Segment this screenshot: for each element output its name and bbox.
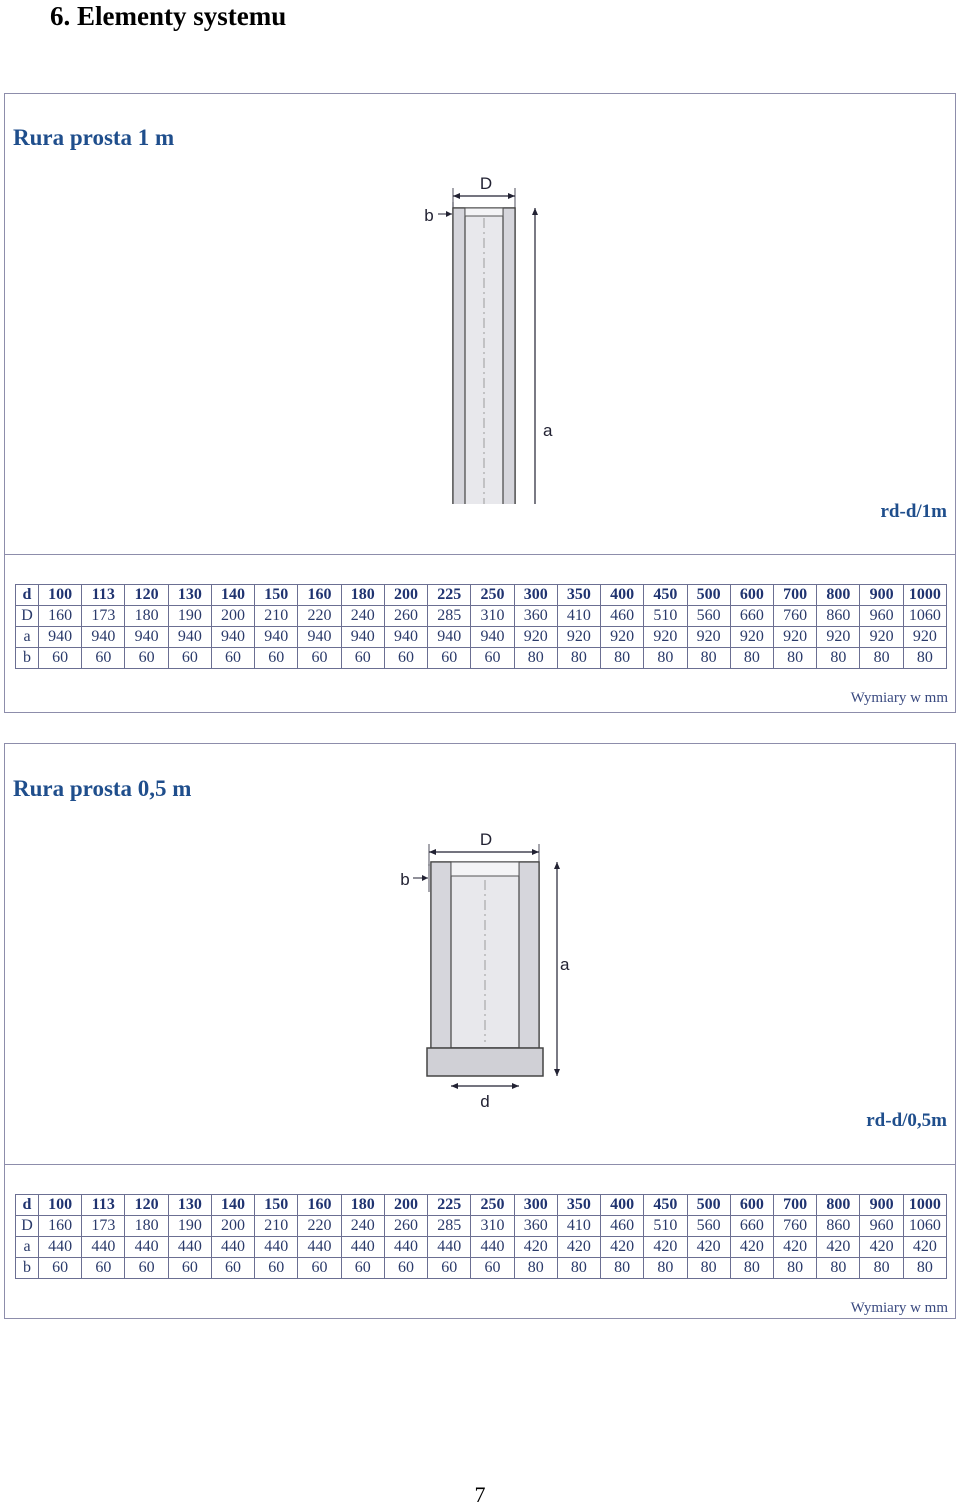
row-label: d: [16, 585, 39, 606]
table-cell: 60: [255, 648, 298, 669]
table-cell: 600: [730, 1195, 773, 1216]
table-cell: 940: [255, 627, 298, 648]
table-cell: 60: [384, 1258, 427, 1279]
table-cell: 440: [255, 1237, 298, 1258]
table-cell: 560: [687, 606, 730, 627]
table-cell: 80: [860, 648, 903, 669]
table-cell: 240: [341, 606, 384, 627]
table-cell: 225: [428, 1195, 471, 1216]
table-cell: 173: [82, 606, 125, 627]
table-cell: 440: [298, 1237, 341, 1258]
table-row: [16, 1216, 947, 1237]
label-D: D: [479, 830, 493, 849]
table-row: [16, 627, 947, 648]
table-cell: 940: [125, 627, 168, 648]
table-cell: 80: [817, 1258, 860, 1279]
table-cell: 140: [211, 1195, 254, 1216]
label-b: b: [400, 870, 410, 889]
row-label: b: [16, 1258, 39, 1279]
table-cell: 300: [514, 585, 557, 606]
table-cell: 240: [341, 1216, 384, 1237]
table-cell: 460: [601, 1216, 644, 1237]
table-cell: 410: [557, 1216, 600, 1237]
table-cell: 260: [384, 606, 427, 627]
table-cell: 500: [687, 585, 730, 606]
table-row: [16, 1195, 947, 1216]
table-cell: 940: [298, 627, 341, 648]
pipe-drawing-1m: [405, 174, 565, 504]
table-cell: 180: [125, 606, 168, 627]
table-cell: 180: [125, 1216, 168, 1237]
pipe-drawing-0-5m: [385, 824, 585, 1114]
table-cell: 940: [211, 627, 254, 648]
table-cell: 660: [730, 1216, 773, 1237]
row-label: D: [16, 1216, 39, 1237]
table-cell: 130: [168, 1195, 211, 1216]
table-cell: 920: [514, 627, 557, 648]
table-cell: 210: [255, 1216, 298, 1237]
table-cell: 460: [601, 606, 644, 627]
label-d: d: [480, 1092, 490, 1111]
table-cell: 80: [644, 1258, 687, 1279]
table-cell: 80: [903, 648, 946, 669]
table-cell: 80: [601, 1258, 644, 1279]
table-cell: 173: [82, 1216, 125, 1237]
table-cell: 440: [341, 1237, 384, 1258]
dimensions-table: [15, 1194, 947, 1279]
table-cell: 113: [82, 585, 125, 606]
product-code: rd-d/1m: [880, 501, 947, 522]
table-cell: 60: [298, 648, 341, 669]
table-cell: 800: [817, 585, 860, 606]
table-cell: 940: [384, 627, 427, 648]
table-cell: 80: [644, 648, 687, 669]
table-cell: 900: [860, 585, 903, 606]
table-cell: 940: [39, 627, 82, 648]
table-cell: 920: [557, 627, 600, 648]
table-cell: 510: [644, 606, 687, 627]
label-D: D: [479, 174, 493, 193]
table-cell: 80: [730, 1258, 773, 1279]
table-cell: 420: [514, 1237, 557, 1258]
table-cell: 420: [730, 1237, 773, 1258]
row-label: a: [16, 1237, 39, 1258]
table-row: [16, 606, 947, 627]
table-cell: 160: [298, 1195, 341, 1216]
table-cell: 60: [82, 648, 125, 669]
table-cell: 940: [341, 627, 384, 648]
row-label: a: [16, 627, 39, 648]
table-cell: 440: [471, 1237, 514, 1258]
table-cell: 60: [471, 648, 514, 669]
table-cell: 285: [428, 606, 471, 627]
table-cell: 860: [817, 1216, 860, 1237]
table-row: [16, 585, 947, 606]
table-cell: 160: [298, 585, 341, 606]
table-cell: 450: [644, 585, 687, 606]
table-cell: 180: [341, 1195, 384, 1216]
table-cell: 440: [82, 1237, 125, 1258]
table-row: [16, 1237, 947, 1258]
table-cell: 920: [730, 627, 773, 648]
table-cell: 60: [168, 648, 211, 669]
table-cell: 500: [687, 1195, 730, 1216]
label-a: a: [560, 955, 570, 974]
table-cell: 225: [428, 585, 471, 606]
table-cell: 920: [903, 627, 946, 648]
table-cell: 60: [341, 1258, 384, 1279]
table-cell: 160: [39, 606, 82, 627]
table-cell: 190: [168, 606, 211, 627]
table-cell: 920: [644, 627, 687, 648]
table-cell: 60: [82, 1258, 125, 1279]
table-cell: 920: [860, 627, 903, 648]
table-cell: 420: [687, 1237, 730, 1258]
table-cell: 200: [384, 1195, 427, 1216]
table-cell: 80: [773, 1258, 816, 1279]
table-cell: 440: [168, 1237, 211, 1258]
table-cell: 113: [82, 1195, 125, 1216]
table-cell: 420: [860, 1237, 903, 1258]
table-cell: 1060: [903, 606, 946, 627]
table-cell: 60: [428, 648, 471, 669]
table-cell: 80: [773, 648, 816, 669]
table-cell: 60: [384, 648, 427, 669]
table-cell: 1000: [903, 1195, 946, 1216]
table-cell: 360: [514, 1216, 557, 1237]
table-cell: 60: [168, 1258, 211, 1279]
table-cell: 60: [39, 1258, 82, 1279]
table-cell: 300: [514, 1195, 557, 1216]
table-cell: 80: [687, 1258, 730, 1279]
table-cell: 700: [773, 1195, 816, 1216]
table-cell: 940: [82, 627, 125, 648]
label-a: a: [543, 421, 553, 440]
table-row: [16, 1258, 947, 1279]
row-label: d: [16, 1195, 39, 1216]
table-cell: 400: [601, 585, 644, 606]
table-cell: 250: [471, 1195, 514, 1216]
table-cell: 760: [773, 1216, 816, 1237]
table-cell: 420: [644, 1237, 687, 1258]
table-cell: 940: [471, 627, 514, 648]
section-title: Rura prosta 1 m: [13, 125, 175, 150]
dimensions-table: [15, 584, 947, 669]
table-cell: 400: [601, 1195, 644, 1216]
table-cell: 150: [255, 585, 298, 606]
table-cell: 420: [817, 1237, 860, 1258]
table-cell: 60: [471, 1258, 514, 1279]
table-cell: 940: [428, 627, 471, 648]
table-cell: 440: [384, 1237, 427, 1258]
table-cell: 310: [471, 606, 514, 627]
table-cell: 860: [817, 606, 860, 627]
table-cell: 200: [384, 585, 427, 606]
table-cell: 60: [341, 648, 384, 669]
table-cell: 80: [557, 1258, 600, 1279]
table-cell: 60: [125, 1258, 168, 1279]
table-cell: 60: [125, 648, 168, 669]
table-cell: 100: [39, 1195, 82, 1216]
table-cell: 80: [557, 648, 600, 669]
table-cell: 80: [601, 648, 644, 669]
table-cell: 160: [39, 1216, 82, 1237]
table-cell: 140: [211, 585, 254, 606]
table-cell: 120: [125, 585, 168, 606]
table-cell: 440: [125, 1237, 168, 1258]
table-cell: 310: [471, 1216, 514, 1237]
label-b: b: [424, 206, 434, 225]
row-label: D: [16, 606, 39, 627]
units-note: Wymiary w mm: [850, 1300, 948, 1316]
table-cell: 760: [773, 606, 816, 627]
table-cell: 220: [298, 1216, 341, 1237]
table-cell: 200: [211, 1216, 254, 1237]
table-cell: 60: [255, 1258, 298, 1279]
table-cell: 60: [298, 1258, 341, 1279]
table-row: [16, 648, 947, 669]
table-cell: 60: [428, 1258, 471, 1279]
table-cell: 350: [557, 585, 600, 606]
table-cell: 440: [211, 1237, 254, 1258]
table-cell: 960: [860, 606, 903, 627]
table-cell: 800: [817, 1195, 860, 1216]
section-pipe-1m: [4, 93, 956, 713]
table-cell: 285: [428, 1216, 471, 1237]
table-cell: 80: [817, 648, 860, 669]
table-cell: 200: [211, 606, 254, 627]
table-cell: 420: [773, 1237, 816, 1258]
table-cell: 420: [601, 1237, 644, 1258]
row-label: b: [16, 648, 39, 669]
table-cell: 700: [773, 585, 816, 606]
product-code: rd-d/0,5m: [866, 1110, 947, 1131]
table-cell: 260: [384, 1216, 427, 1237]
page-number: 7: [474, 1482, 486, 1507]
section-pipe-0-5m: [4, 743, 956, 1319]
table-cell: 120: [125, 1195, 168, 1216]
table-cell: 220: [298, 606, 341, 627]
table-cell: 80: [514, 1258, 557, 1279]
units-note: Wymiary w mm: [850, 690, 948, 706]
table-cell: 130: [168, 585, 211, 606]
table-cell: 920: [601, 627, 644, 648]
table-cell: 920: [817, 627, 860, 648]
table-cell: 350: [557, 1195, 600, 1216]
table-cell: 560: [687, 1216, 730, 1237]
table-cell: 420: [557, 1237, 600, 1258]
table-cell: 250: [471, 585, 514, 606]
table-cell: 1000: [903, 585, 946, 606]
table-cell: 510: [644, 1216, 687, 1237]
page-heading: 6. Elementy systemu: [50, 1, 287, 31]
section-title: Rura prosta 0,5 m: [13, 776, 192, 801]
table-cell: 440: [428, 1237, 471, 1258]
table-cell: 210: [255, 606, 298, 627]
table-cell: 80: [687, 648, 730, 669]
table-cell: 920: [773, 627, 816, 648]
table-cell: 80: [903, 1258, 946, 1279]
table-cell: 450: [644, 1195, 687, 1216]
table-cell: 920: [687, 627, 730, 648]
table-cell: 60: [211, 1258, 254, 1279]
table-cell: 80: [860, 1258, 903, 1279]
table-cell: 180: [341, 585, 384, 606]
table-cell: 80: [730, 648, 773, 669]
table-cell: 1060: [903, 1216, 946, 1237]
table-cell: 100: [39, 585, 82, 606]
table-cell: 410: [557, 606, 600, 627]
table-cell: 80: [514, 648, 557, 669]
table-cell: 440: [39, 1237, 82, 1258]
table-cell: 360: [514, 606, 557, 627]
table-cell: 150: [255, 1195, 298, 1216]
table-cell: 900: [860, 1195, 903, 1216]
table-cell: 660: [730, 606, 773, 627]
table-cell: 190: [168, 1216, 211, 1237]
table-cell: 60: [211, 648, 254, 669]
table-cell: 420: [903, 1237, 946, 1258]
table-cell: 940: [168, 627, 211, 648]
table-cell: 960: [860, 1216, 903, 1237]
table-cell: 600: [730, 585, 773, 606]
table-cell: 60: [39, 648, 82, 669]
